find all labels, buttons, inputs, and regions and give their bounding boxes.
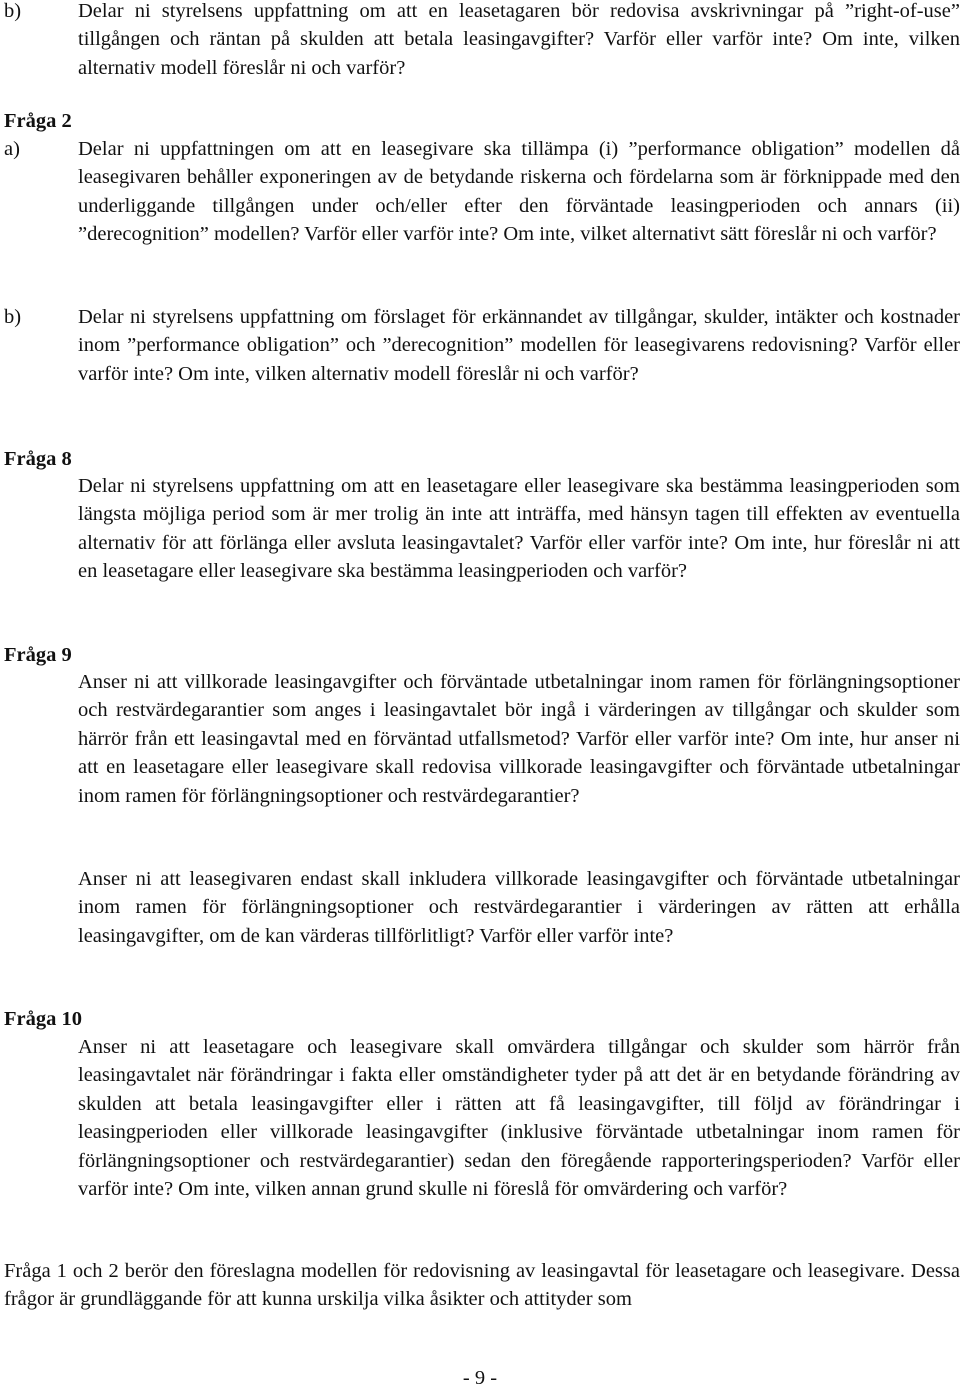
question-text: Delar ni styrelsens uppfattning om förslaget för erkännandet av tillgångar, skulder, intäkter och kostnader inom ”performance obligation” och ”derecognition” modellen för leasegivarens redovisning? Varför eller varför inte? Om inte, vilken alternativ modell föreslår ni och varför?: [78, 306, 960, 385]
page-number: - 9 -: [462, 1367, 498, 1389]
question-text: Delar ni uppfattningen om att en leasegivare ska tillämpa (i) ”performance obligation” modellen då leasegivaren behåller exponeringen av de betydande riskerna och fördelarna som är förknippade med den underliggande tillgången under och/eller efter den förväntade leasingperioden och annars (ii) ”derecognition” modellen? Varför eller varför inte? Om inte, vilket alternativt sätt föreslår ni och varför?: [78, 138, 960, 246]
question-10-text: Anser ni att leasetagare och leasegivare skall omvärdera tillgångar och skulder som härrör från leasingavtalet när förändringar i fakta eller omständigheter tyder på att det är en betydande förändring av skulden att betala leasingavgifter eller i rätten att få leasingavgifter, till följd av förändringar i leasingperioden eller villkorade leasingavgifter (inklusive förväntade utbetalningar inom ramen för förlängningsoptioner och restvärdegarantier) sedan den föregående rapporteringsperioden? Varför eller varför inte? Om inte, vilken annan grund skulle ni föreslå för omvärdering och varför?: [78, 1036, 960, 1201]
closing-paragraph: Fråga 1 och 2 berör den föreslagna modellen för redovisning av leasingavtal för leasetagare och leasegivare. Dessa frågor är grundläggande för att kunna urskilja vilka åsikter och attityder som: [4, 1260, 960, 1311]
question-9-text-1: Anser ni att villkorade leasingavgifter och förväntade utbetalningar inom ramen för förlängningsoptioner och restvärdegarantier som anges i leasingavtalet bör ingå i värderingen av tillgångar och skulder som härrör från ett leasingavtal med en förväntad utfallsmetod? Varför eller varför inte? Om inte, hur anser ni att en leasetagare eller leasegivare skall redovisa villkorade leasingavgifter och förväntade utbetalningar inom ramen för förlängningsoptioner och restvärdegarantier?: [78, 671, 960, 807]
question-2-heading: Fråga 2: [4, 110, 72, 132]
question-text: Delar ni styrelsens uppfattning om att en leasetagaren bör redovisa avskrivningar på ”right-of-use” tillgången och räntan på skulden att betala leasingavgifter? Varför eller varför inte? Om inte, vilken alternativ modell föreslår ni och varför?: [78, 0, 960, 79]
question-8-heading: Fråga 8: [4, 448, 72, 470]
item-marker: b): [4, 306, 22, 328]
item-marker: b): [4, 0, 22, 22]
question-9-text-2: Anser ni att leasegivaren endast skall inkludera villkorade leasingavgifter och förväntade utbetalningar inom ramen för förlängningsoptioner och restvärdegarantier i värderingen av rätten att erhålla leasingavgifter, om de kan värderas tillförlitligt? Varför eller varför inte?: [78, 868, 960, 947]
item-marker: a): [4, 138, 20, 160]
question-9-heading: Fråga 9: [4, 644, 72, 666]
question-10-heading: Fråga 10: [4, 1008, 82, 1030]
question-8-text: Delar ni styrelsens uppfattning om att en leasetagare eller leasegivare ska bestämma leasingperioden som längsta möjliga period som är mer trolig än inte att inträffa, med hänsyn tagen till effekten av eventuella alternativ för att förlänga eller avsluta leasingavtalet? Varför eller varför inte? Om inte, hur föreslår ni att en leasetagare eller leasegivare ska bestämma leasingperioden och varför?: [78, 475, 960, 583]
